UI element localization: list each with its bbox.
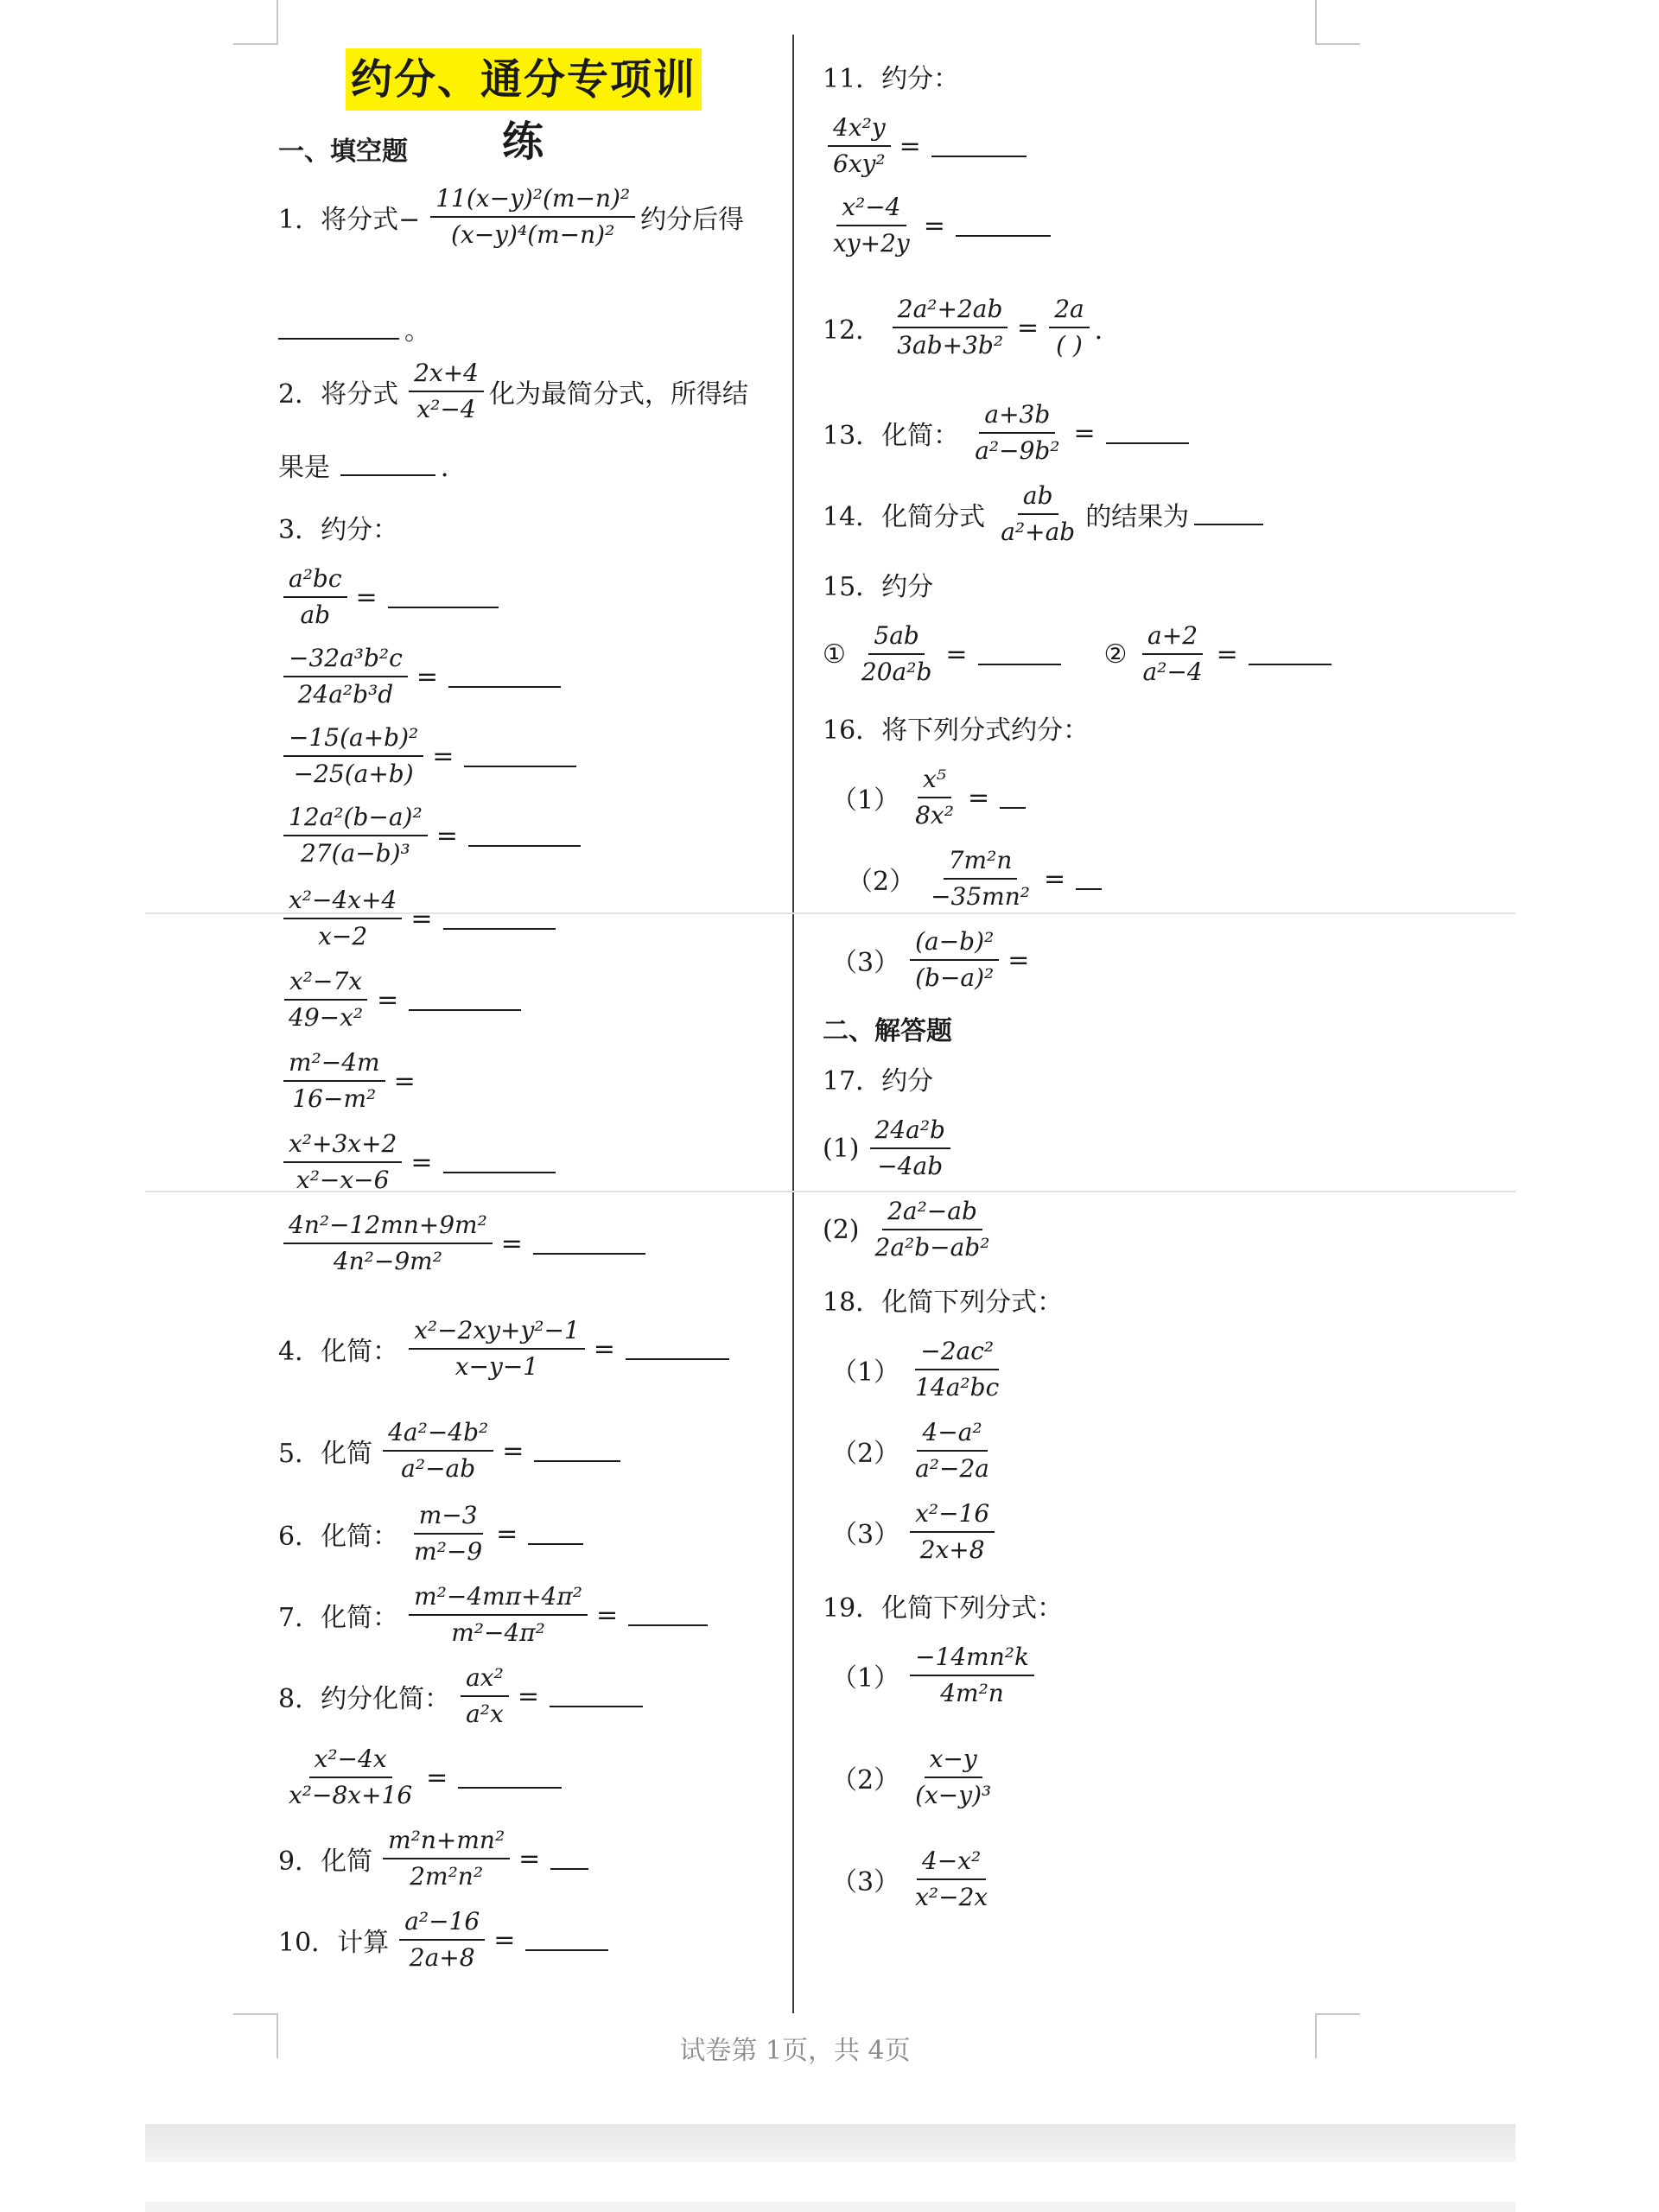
numerator: a²−16 — [399, 1906, 485, 1941]
denominator: xy+2y — [833, 229, 910, 257]
fraction — [969, 399, 1065, 467]
q3-item — [278, 643, 566, 710]
section-heading-fill-blank: 一、填空题 — [278, 137, 408, 167]
item-tag: (1) — [823, 1133, 860, 1164]
punctuation: ． — [1094, 315, 1121, 346]
numerator: 24a²b — [870, 1115, 950, 1149]
numerator: 7m²n — [944, 845, 1018, 880]
fraction — [383, 1825, 510, 1892]
fraction — [870, 1115, 950, 1182]
numerator: −14mn²k — [910, 1642, 1034, 1676]
equals-sign: = — [967, 782, 990, 813]
numerator: x²−4x — [309, 1744, 392, 1778]
question-label: 11．约分： — [823, 64, 960, 94]
fraction — [283, 966, 368, 1033]
question-label: 17．约分 — [823, 1066, 934, 1096]
answer-blank[interactable] — [628, 1604, 708, 1626]
denominator: 4n²−9m² — [333, 1247, 442, 1275]
answer-blank[interactable] — [550, 1685, 643, 1707]
numerator: m−3 — [414, 1500, 483, 1535]
equals-sign: = — [355, 582, 378, 613]
question-17-label — [823, 1059, 938, 1097]
numerator: x−y — [925, 1744, 982, 1778]
q18-item — [831, 1498, 1000, 1566]
answer-blank[interactable] — [1076, 868, 1102, 890]
item-tag: （2） — [831, 1439, 900, 1469]
denominator: −25(a+b) — [293, 760, 414, 788]
answer-blank[interactable] — [464, 745, 576, 767]
answer-blank[interactable] — [550, 1847, 588, 1870]
equals-sign: = — [899, 130, 921, 162]
corner-mark-top-left — [233, 0, 278, 45]
fraction — [870, 1196, 995, 1263]
circled-number: ① — [823, 639, 846, 670]
fraction — [283, 1744, 417, 1811]
answer-blank[interactable] — [443, 907, 556, 930]
question-label: 12． — [823, 315, 882, 346]
fraction — [430, 183, 635, 251]
q16-item — [847, 845, 1107, 912]
numerator: 2a — [1049, 294, 1090, 328]
equals-sign: = — [502, 1435, 524, 1466]
q18-item — [831, 1417, 1000, 1484]
q16-item — [831, 764, 1031, 831]
equals-sign: = — [1073, 417, 1096, 448]
denominator: (x−y)⁴(m−n)² — [451, 220, 615, 249]
answer-blank[interactable] — [525, 1929, 608, 1951]
equals-sign: = — [500, 1228, 523, 1259]
question-label: 10．计算 — [278, 1928, 390, 1958]
q19-item — [831, 1642, 1039, 1709]
question-11 — [823, 112, 1032, 180]
question-1 — [278, 183, 749, 251]
fraction — [409, 358, 484, 425]
equals-sign: = — [496, 1518, 518, 1549]
question-2-continued — [278, 446, 472, 484]
item-tag: （2） — [847, 867, 916, 897]
viewer-bottom-edge — [145, 2202, 1516, 2212]
fraction — [283, 563, 347, 631]
answer-blank[interactable] — [388, 586, 499, 608]
denominator: 49−x² — [289, 1003, 364, 1032]
q19-item — [831, 1846, 998, 1913]
question-label: 1．将分式− — [278, 205, 421, 235]
question-text: 果是 — [278, 453, 330, 483]
answer-blank[interactable] — [931, 135, 1027, 157]
numerator: x²−16 — [910, 1498, 995, 1533]
fraction — [910, 1744, 996, 1811]
fraction — [283, 643, 408, 710]
answer-blank[interactable] — [1194, 503, 1263, 525]
fraction — [910, 1642, 1034, 1709]
question-8-part-2 — [278, 1744, 567, 1811]
numerator: 4−a² — [917, 1417, 987, 1452]
denominator: m²−9 — [414, 1537, 483, 1566]
numerator: ab — [1018, 480, 1058, 515]
question-label: 18．化简下列分式： — [823, 1287, 1064, 1318]
numerator: x²−4x+4 — [283, 885, 402, 919]
question-6 — [278, 1500, 588, 1567]
q18-item — [831, 1336, 1009, 1403]
numerator: 4a²−4b² — [383, 1417, 493, 1452]
item-tag: （1） — [831, 785, 900, 816]
q3-item — [278, 1210, 651, 1277]
item-tag: （1） — [831, 1663, 900, 1694]
item-tag: （3） — [831, 948, 900, 978]
denominator: ab — [300, 601, 331, 629]
circled-number: ② — [1103, 639, 1128, 670]
answer-blank[interactable] — [533, 1232, 645, 1255]
question-text: 约分后得 — [640, 205, 745, 235]
question-9 — [278, 1825, 594, 1892]
page-footer: 试卷第 1页，共 4页 — [679, 2036, 911, 2066]
equals-sign: = — [1216, 639, 1238, 670]
numerator: 4n²−12mn+9m² — [283, 1210, 493, 1244]
q17-item — [823, 1196, 1000, 1263]
numerator: a+2 — [1142, 620, 1203, 655]
equals-sign: = — [518, 1843, 541, 1874]
section-heading-solve: 二、解答题 — [823, 1016, 952, 1046]
fraction — [283, 802, 428, 869]
item-tag: （3） — [831, 1520, 900, 1550]
question-label: 4．化简： — [278, 1337, 399, 1367]
item-tag: （2） — [831, 1765, 900, 1796]
fraction — [910, 1417, 995, 1484]
denominator: 2a²b−ab² — [874, 1233, 990, 1262]
numerator: (a−b)² — [910, 926, 999, 961]
answer-blank[interactable] — [1106, 422, 1189, 444]
denominator: −35mn² — [931, 882, 1030, 911]
question-label: 3．约分： — [278, 515, 399, 545]
item-tag: （1） — [831, 1357, 900, 1388]
equals-sign: = — [426, 1762, 448, 1793]
answer-blank[interactable] — [978, 643, 1061, 665]
numerator: m²−4mπ+4π² — [409, 1581, 588, 1616]
denominator: x²−2x — [915, 1883, 988, 1911]
equals-sign: = — [1044, 863, 1066, 894]
question-label: 19．化简下列分式： — [823, 1593, 1064, 1624]
denominator: 6xy² — [833, 149, 886, 178]
fraction — [383, 1417, 493, 1484]
denominator: 8x² — [915, 801, 954, 830]
question-8 — [278, 1662, 648, 1730]
question-label: 16．将下列分式约分： — [823, 715, 1090, 746]
numerator: 2x+4 — [409, 358, 484, 392]
q3-item — [278, 1047, 421, 1115]
numerator: x²−7x — [284, 966, 367, 1001]
numerator: x⁵ — [918, 764, 951, 798]
denominator: a²−2a — [915, 1454, 989, 1483]
numerator: −2ac² — [915, 1336, 999, 1370]
denominator: (b−a)² — [915, 963, 995, 992]
fraction — [828, 112, 891, 180]
fraction — [910, 1846, 993, 1913]
numerator: 5ab — [868, 620, 924, 655]
denominator: a²+ab — [1001, 518, 1076, 546]
question-19-label — [823, 1586, 1068, 1624]
corner-mark-top-right — [1315, 0, 1360, 45]
question-10 — [278, 1906, 613, 1974]
numerator: x²+3x+2 — [283, 1128, 402, 1163]
viewer-bottom-bar — [145, 2124, 1516, 2162]
fraction — [409, 1581, 588, 1649]
equals-sign: = — [393, 1065, 416, 1096]
question-15-label — [823, 565, 938, 603]
denominator: 24a²b³d — [297, 680, 394, 709]
question-11-label — [823, 57, 964, 95]
numerator: m²n+mn² — [383, 1825, 510, 1859]
q17-item — [823, 1115, 956, 1182]
equals-sign: = — [416, 661, 438, 692]
answer-blank[interactable] — [626, 1338, 729, 1360]
denominator: a²−ab — [401, 1454, 476, 1483]
answer-blank[interactable] — [468, 824, 581, 847]
numerator: 4−x² — [917, 1846, 986, 1880]
numerator: x²−4 — [836, 192, 906, 226]
numerator: x²−2xy+y²−1 — [409, 1315, 585, 1350]
denominator: a²−4 — [1142, 658, 1203, 686]
fraction — [461, 1662, 509, 1730]
fraction — [399, 1906, 485, 1974]
question-label: 15．约分 — [823, 572, 934, 602]
equals-sign: = — [410, 903, 433, 934]
denominator: 2m²n² — [410, 1862, 484, 1891]
denominator: m²−4π² — [451, 1618, 545, 1647]
answer-blank[interactable] — [443, 1151, 556, 1173]
denominator: ( ) — [1056, 331, 1083, 359]
denominator: x²−4 — [416, 395, 476, 423]
question-3-label — [278, 508, 404, 546]
q19-item — [831, 1744, 1001, 1811]
column-divider — [792, 35, 794, 2013]
equals-sign: = — [377, 984, 399, 1015]
denominator: 3ab+3b² — [897, 331, 1004, 359]
equals-sign: = — [596, 1599, 619, 1630]
numerator: 2a²+2ab — [893, 294, 1008, 328]
answer-blank[interactable] — [1249, 643, 1332, 665]
q3-item — [278, 1128, 561, 1196]
question-12 — [823, 294, 1126, 361]
question-label: 9．化简 — [278, 1847, 373, 1877]
q3-item — [278, 563, 504, 631]
question-11-part-2 — [823, 192, 1056, 259]
fraction — [910, 926, 999, 994]
question-15 — [823, 620, 1337, 688]
fraction — [910, 1336, 1004, 1403]
fraction — [283, 1047, 385, 1115]
equals-sign: = — [593, 1333, 615, 1364]
q16-item — [831, 926, 1034, 994]
denominator: x−2 — [318, 922, 368, 950]
question-18-label — [823, 1281, 1068, 1319]
q3-item — [278, 885, 561, 952]
numerator: a+3b — [979, 399, 1055, 434]
fraction — [856, 620, 937, 688]
question-text: 化为最简分式，所得结 — [488, 379, 748, 410]
fraction — [283, 1128, 402, 1196]
answer-blank[interactable] — [409, 988, 521, 1011]
fraction — [828, 192, 915, 259]
fraction — [283, 1210, 493, 1277]
q3-item — [278, 722, 582, 790]
denominator: 4m²n — [940, 1679, 1004, 1707]
equals-sign: = — [517, 1681, 539, 1712]
punctuation: 。 — [404, 316, 430, 346]
numerator: ax² — [461, 1662, 509, 1697]
fraction — [409, 1500, 487, 1567]
equals-sign: = — [1007, 944, 1030, 976]
fraction — [925, 845, 1035, 912]
numerator: 2a²−ab — [882, 1196, 982, 1230]
question-2 — [278, 358, 753, 425]
question-label: 6．化简： — [278, 1522, 399, 1552]
question-label: 8．约分化简： — [278, 1684, 451, 1714]
fraction — [1137, 620, 1207, 688]
page-title: 约分、通分专项训练 — [346, 48, 702, 111]
question-text: 的结果为 — [1085, 502, 1190, 532]
numerator: 4x²y — [828, 112, 891, 147]
denominator: 2a+8 — [409, 1943, 475, 1972]
denominator: −4ab — [877, 1152, 944, 1180]
denominator: 16−m² — [292, 1084, 377, 1113]
question-label: 14．化简分式 — [823, 502, 986, 532]
question-4 — [278, 1315, 734, 1382]
question-label: 5．化简 — [278, 1439, 373, 1469]
answer-blank[interactable] — [278, 317, 399, 340]
question-label: 2．将分式 — [278, 379, 399, 410]
answer-blank[interactable] — [340, 454, 435, 476]
equals-sign: = — [923, 210, 945, 241]
equals-sign: = — [493, 1924, 516, 1955]
fraction — [283, 885, 402, 952]
fraction — [995, 480, 1080, 548]
numerator: −32a³b²c — [283, 643, 408, 677]
denominator: 14a²bc — [915, 1373, 1000, 1402]
numerator: 12a²(b−a)² — [283, 802, 428, 836]
denominator: a²−9b² — [975, 436, 1060, 465]
question-1-answer — [278, 309, 435, 347]
punctuation: ． — [441, 453, 467, 483]
fraction — [910, 764, 959, 831]
item-tag: （3） — [831, 1867, 900, 1897]
denominator: 2x+8 — [919, 1535, 985, 1564]
fraction — [283, 722, 423, 790]
denominator: 27(a−b)³ — [300, 839, 410, 868]
fraction — [892, 294, 1008, 361]
question-13 — [823, 399, 1194, 467]
numerator: m²−4m — [283, 1047, 385, 1082]
question-16-label — [823, 709, 1094, 747]
q3-item — [278, 802, 586, 869]
denominator: 20a²b — [861, 658, 932, 686]
answer-blank[interactable] — [528, 1522, 583, 1545]
answer-blank[interactable] — [448, 665, 561, 688]
denominator: x²−8x+16 — [289, 1781, 413, 1809]
numerator: 11(x−y)²(m−n)² — [430, 183, 635, 218]
numerator: a²bc — [283, 563, 347, 598]
equals-sign: = — [435, 820, 458, 851]
equals-sign: = — [410, 1147, 433, 1178]
answer-blank[interactable] — [956, 214, 1051, 237]
answer-blank[interactable] — [1000, 786, 1026, 809]
denominator: (x−y)³ — [915, 1781, 992, 1809]
denominator: x²−x−6 — [296, 1166, 390, 1194]
q3-item — [278, 966, 526, 1033]
fraction — [1049, 294, 1090, 361]
question-5 — [278, 1417, 626, 1484]
equals-sign: = — [432, 741, 454, 772]
equals-sign: = — [945, 639, 968, 670]
question-label: 7．化简： — [278, 1603, 399, 1633]
answer-blank[interactable] — [534, 1440, 620, 1462]
fraction — [910, 1498, 995, 1566]
question-7 — [278, 1581, 713, 1649]
question-label: 13．化简： — [823, 421, 960, 451]
fraction — [409, 1315, 585, 1382]
question-14 — [823, 480, 1268, 548]
numerator: −15(a+b)² — [283, 722, 423, 757]
answer-blank[interactable] — [458, 1766, 562, 1789]
equals-sign: = — [1017, 312, 1039, 343]
item-tag: (2) — [823, 1214, 860, 1245]
denominator: a²x — [466, 1700, 504, 1728]
denominator: x−y−1 — [454, 1352, 539, 1381]
